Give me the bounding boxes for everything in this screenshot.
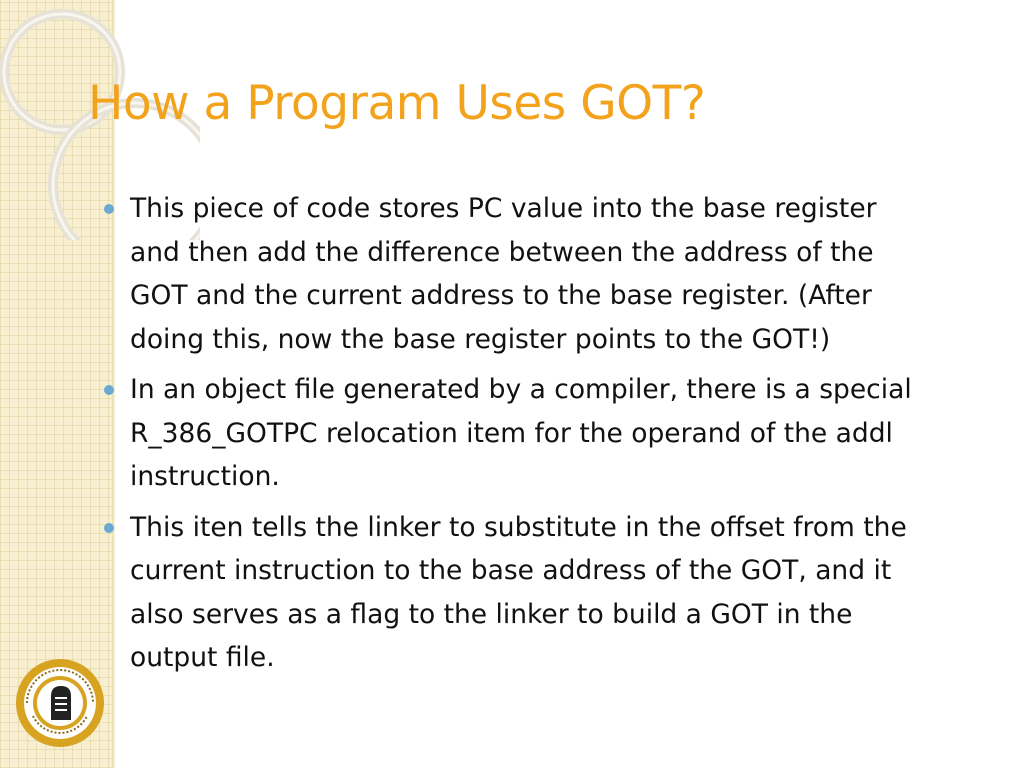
- bullet-dot-icon: [104, 204, 114, 214]
- slide-title: How a Program Uses GOT?: [88, 76, 706, 131]
- bullet-item: [104, 506, 934, 680]
- bullet-text: In an object file generated by a compiler, there is a special R_386_GOTPC relocation item for the operand of the addl instruction.: [130, 374, 912, 492]
- bullet-item: [104, 187, 934, 361]
- bullet-text: This iten tells the linker to substitute in the offset from the current instruction to the base address of the GOT, and it also serves as a flag to the linker to build a GOT in the output file.: [130, 511, 907, 673]
- bullet-dot-icon: [104, 385, 114, 395]
- bullet-dot-icon: [104, 523, 114, 533]
- bullet-item: [104, 368, 934, 499]
- bullet-list: [104, 187, 934, 687]
- bullet-text: This piece of code stores PC value into the base register and then add the difference between the address of the GOT and the current address to the base register. (After doing this, now the base register points to the GOT!): [130, 193, 877, 355]
- institution-seal-logo: [15, 658, 105, 748]
